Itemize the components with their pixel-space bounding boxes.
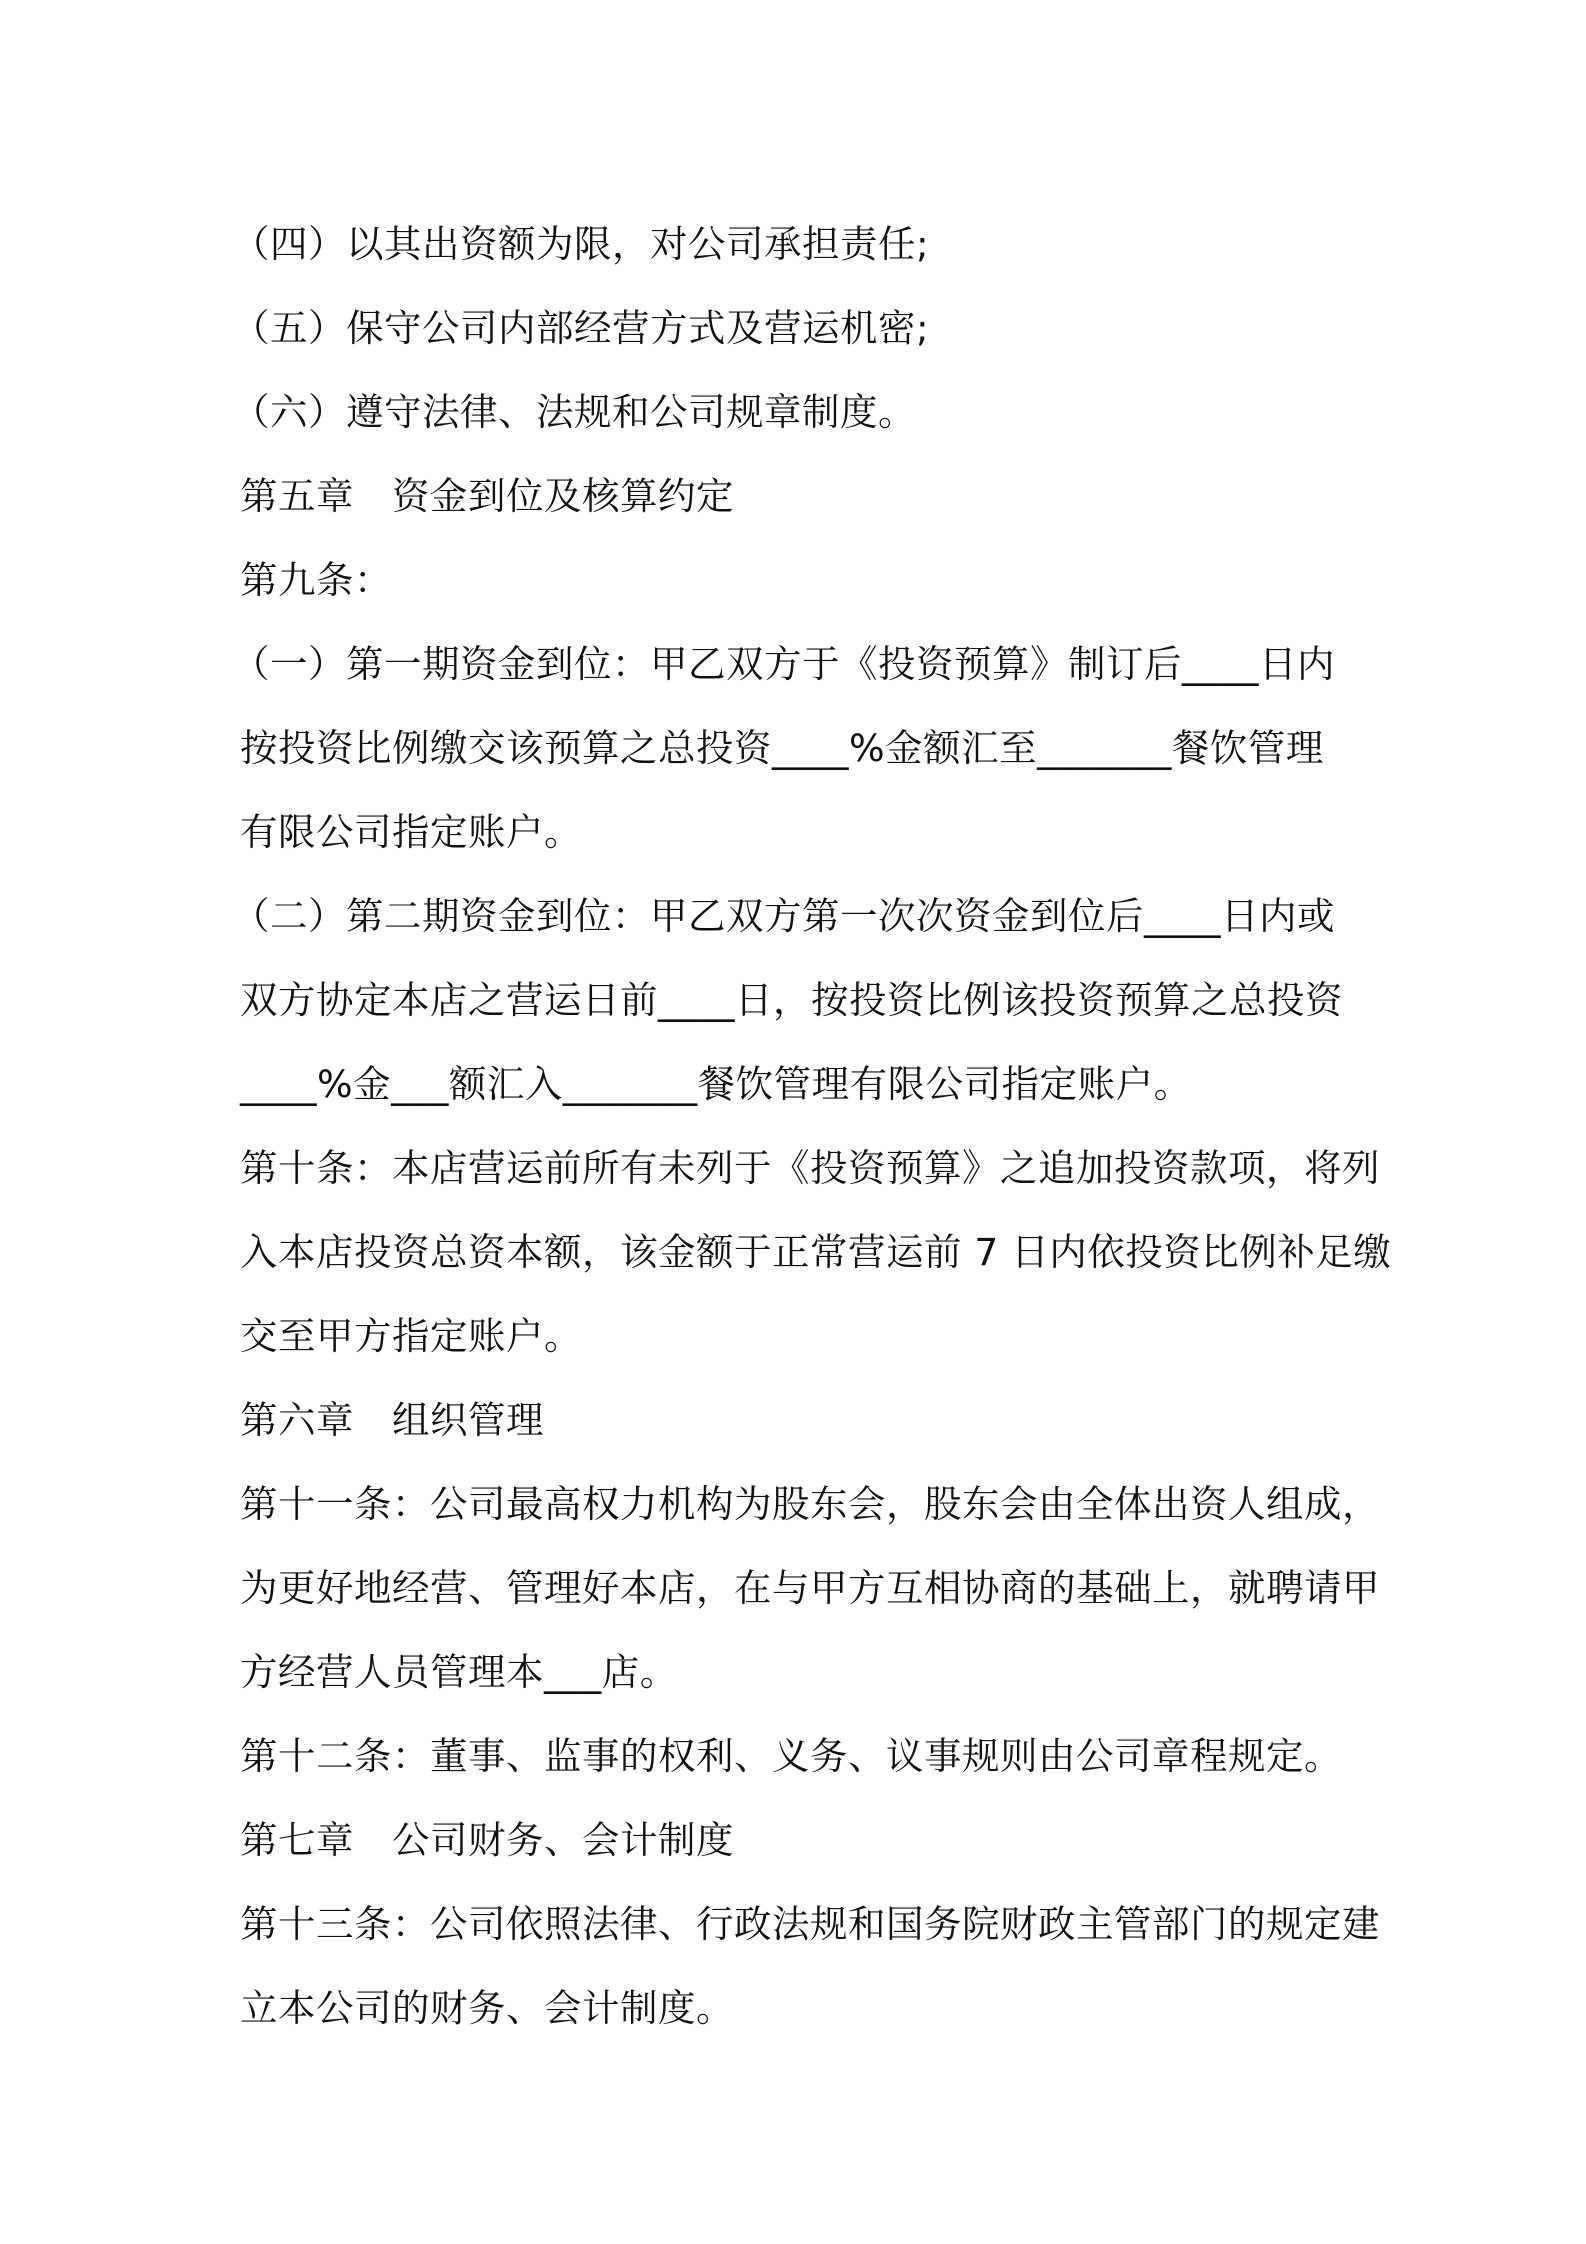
- article-9-clause-2-line-3: ____%金___额汇入_______餐饮管理有限公司指定账户。: [240, 1062, 1192, 1106]
- article-9-clause-1-line-3: 有限公司指定账户。: [240, 810, 582, 854]
- article-9-clause-1-line-2: 按投资比例缴交该预算之总投资____%金额汇至_______餐饮管理: [240, 726, 1324, 770]
- article-9-clause-1-line-1: （一）第一期资金到位：甲乙双方于《投资预算》制订后____日内: [232, 642, 1335, 686]
- article-13-line-2: 立本公司的财务、会计制度。: [240, 1986, 734, 2030]
- article-9-heading: 第九条：: [240, 558, 392, 602]
- chapter-7-heading: 第七章 公司财务、会计制度: [240, 1818, 734, 1862]
- article-10-line-3: 交至甲方指定账户。: [240, 1314, 582, 1358]
- article-13-line-1: 第十三条：公司依照法律、行政法规和国务院财政主管部门的规定建: [240, 1902, 1380, 1946]
- article-11-line-1: 第十一条：公司最高权力机构为股东会，股东会由全体出资人组成，: [240, 1482, 1380, 1526]
- article-12: 第十二条：董事、监事的权利、义务、议事规则由公司章程规定。: [240, 1734, 1342, 1778]
- item-6: （六）遵守法律、法规和公司规章制度。: [232, 390, 916, 434]
- chapter-5-heading: 第五章 资金到位及核算约定: [240, 474, 734, 518]
- article-10-line-1: 第十条：本店营运前所有未列于《投资预算》之追加投资款项，将列: [240, 1146, 1380, 1190]
- chapter-6-heading: 第六章 组织管理: [240, 1398, 544, 1442]
- article-9-clause-2-line-1: （二）第二期资金到位：甲乙双方第一次次资金到位后____日内或: [232, 894, 1335, 938]
- item-4: （四）以其出资额为限，对公司承担责任;: [232, 222, 930, 266]
- item-5: （五）保守公司内部经营方式及营运机密;: [232, 306, 930, 350]
- article-11-line-3: 方经营人员管理本___店。: [240, 1650, 678, 1694]
- article-10-line-2: 入本店投资总资本额，该金额于正常营运前 7 日内依投资比例补足缴: [240, 1230, 1392, 1274]
- document-body: [232, 202, 1392, 2050]
- article-11-line-2: 为更好地经营、管理好本店，在与甲方互相协商的基础上，就聘请甲: [240, 1566, 1380, 1610]
- article-9-clause-2-line-2: 双方协定本店之营运日前____日，按投资比例该投资预算之总投资: [240, 978, 1343, 1022]
